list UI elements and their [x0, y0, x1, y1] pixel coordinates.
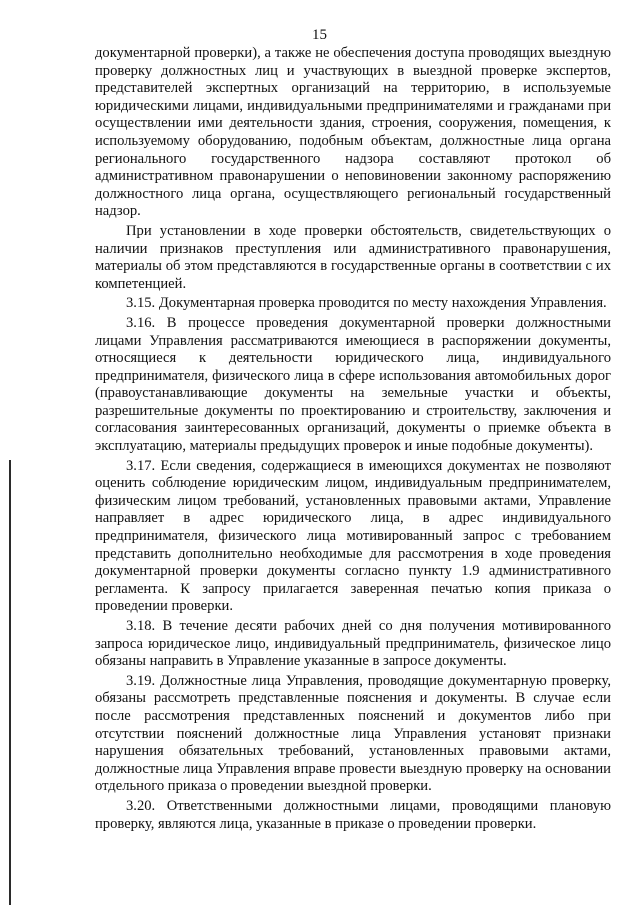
- document-body: [95, 45, 611, 835]
- paragraph-3-19: 3.19. Должностные лица Управления, проводящие документарную проверку, обязаны рассмотреть представленные пояснения и документы. В случае если после рассмотрения представленных пояснений и документов либо при отсутствии пояснений должностные лица Управления установят признаки нарушения обязательных требований, установленных правовыми актами, должностные лица Управления вправе провести выездную проверку на основании отдельного приказа о проведении выездной проверки.: [95, 672, 611, 795]
- page-number: 15: [312, 27, 327, 43]
- paragraph-3-16: 3.16. В процессе проведения документарной проверки должностными лицами Управления рассматриваются имеющиеся в распоряжении документы, относящиеся к деятельности юридического лица, индивидуального предпринимателя, физического лица в сфере использования автомобильных дорог (правоустанавливающие документы на земельные участки и объекты, разрешительные документы по проектированию и строительству, заключения и согласования заинтересованных организаций, документы о приемке объекта в эксплуатацию, материалы предыдущих проверок и иные подобные документы).: [95, 314, 611, 455]
- scan-edge-line: [9, 460, 11, 905]
- paragraph-3-17: 3.17. Если сведения, содержащиеся в имеющихся документах не позволяют оценить соблюдение юридическим лицом, индивидуальным предпринимателем, физическим лицом требований, установленных правовыми актами, Управление направляет в адрес юридического лица, в адрес индивидуального предпринимателя, физического лица мотивированный запрос с требованием представить дополнительно необходимые для рассмотрения в ходе проведения документарной проверки документы согласно пункту 1.9 административного регламента. К запросу прилагается заверенная печатью копия приказа о проведении проверки.: [95, 457, 611, 615]
- paragraph-circumstances: При установлении в ходе проверки обстоятельств, свидетельствующих о наличии признаков преступления или административного правонарушения, материалы об этом представляются в государственные органы в соответствии с их компетенцией.: [95, 222, 611, 292]
- paragraph-3-18: 3.18. В течение десяти рабочих дней со дня получения мотивированного запроса юридическое лицо, индивидуальный предприниматель, физическое лицо обязаны направить в Управление указанные в запросе документы.: [95, 618, 611, 670]
- paragraph-continuation: документарной проверки), а также не обеспечения доступа проводящих выездную проверку должностных лиц и участвующих в выездной проверке экспертов, представителей экспертных организаций на территорию, в используемые юридическими лицами, индивидуальными предпринимателями и гражданами при осуществлении ими деятельности здания, строения, сооружения, помещения, к используемому оборудованию, подобным объектам, должностные лица органа регионального государственного надзора составляют протокол об административном правонарушении о неповиновении законному распоряжению должностного лица органа, осуществляющего региональный государственный надзор.: [95, 45, 611, 220]
- paragraph-3-20: 3.20. Ответственными должностными лицами, проводящими плановую проверку, являются лица, указанные в приказе о проведении проверки.: [95, 797, 611, 832]
- paragraph-3-15: 3.15. Документарная проверка проводится по месту нахождения Управления.: [126, 295, 607, 312]
